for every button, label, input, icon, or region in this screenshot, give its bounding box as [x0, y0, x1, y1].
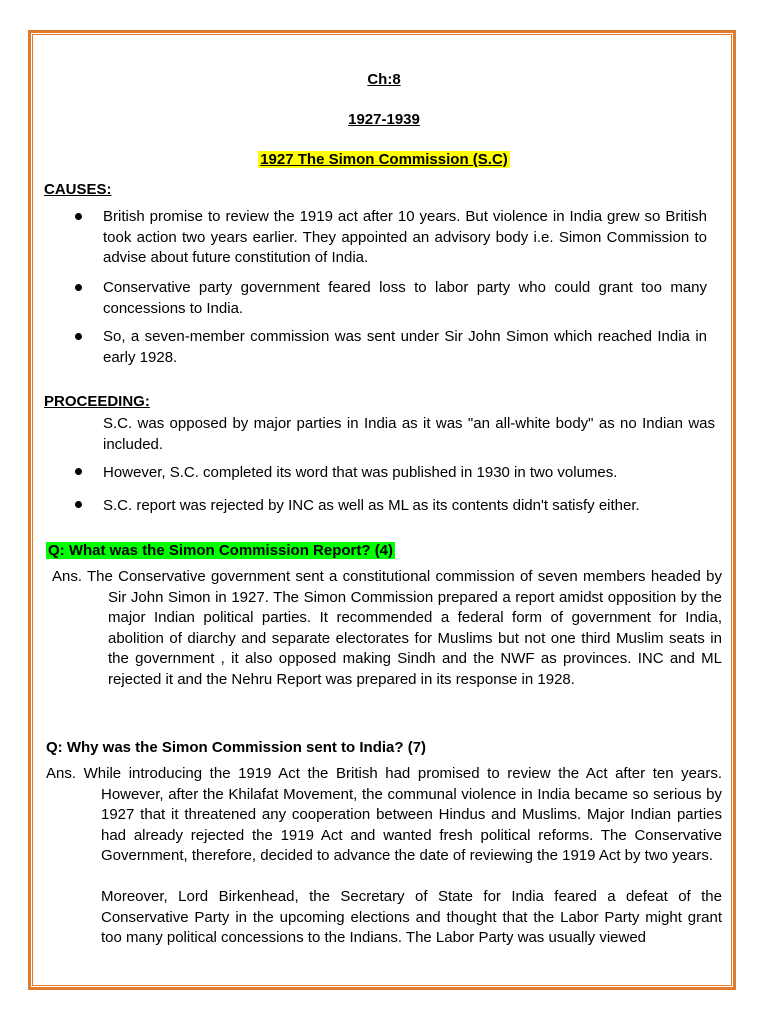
years-title: 1927-1939 [348, 111, 420, 128]
bullet-icon [75, 213, 82, 220]
topic-title: 1927 The Simon Commission (S.C) [260, 151, 508, 168]
question-1: Q: What was the Simon Commission Report? (4) [48, 542, 394, 559]
bullet-icon [75, 501, 82, 508]
question-2: Q: Why was the Simon Commission sent to India? (7) [46, 739, 427, 756]
causes-item-2: Conservative party government feared loss to labor party who could grant too many concessions to India. [103, 279, 707, 317]
proceeding-heading: PROCEEDING: [44, 393, 150, 410]
answer-2-paragraph-2: Moreover, Lord Birkenhead, the Secretary of State for India feared a defeat of the Conservative Party in the upcoming elections and thought that the Labor Party might grant too many political concessions to the Indians. The Labor Party was usually viewed [101, 888, 722, 946]
bullet-icon [75, 333, 82, 340]
bullet-icon [75, 468, 82, 475]
proceeding-item-2: S.C. report was rejected by INC as well as ML as its contents didn't satisfy either. [103, 497, 640, 514]
answer-2-paragraph-1: Ans. While introducing the 1919 Act the British had promised to review the Act after ten years. However, after the Khilafat Movement, the communal violence in India became so serious by 1927 that it threatened any cooperation between Hindus and Muslims. Major Indian parties had already rejected the 1919 Act and wanted fresh political reforms. The Conservative Government, therefore, decided to advance the date of reviewing the 1919 Act by two years. [46, 765, 722, 864]
bullet-icon [75, 284, 82, 291]
causes-heading: CAUSES: [44, 181, 112, 198]
proceeding-item-1: However, S.C. completed its word that was published in 1930 in two volumes. [103, 464, 618, 481]
proceeding-intro: S.C. was opposed by major parties in India as it was "an all-white body" as no Indian was included. [103, 415, 715, 453]
causes-item-1: British promise to review the 1919 act after 10 years. But violence in India grew so British took action two years earlier. They appointed an advisory body i.e. Simon Commission to advise about future constitution of India. [103, 208, 707, 266]
causes-item-3: So, a seven-member commission was sent under Sir John Simon which reached India in early 1928. [103, 328, 707, 366]
chapter-title: Ch:8 [367, 71, 401, 88]
answer-1: Ans. The Conservative government sent a constitutional commission of seven members headed by Sir John Simon in 1927. The Simon Commission prepared a report amidst opposition by the major Indian political parties. It recommended a federal form of government for India, abolition of diarchy and separate electorates for Muslims but not one third Muslim seats in the government , it also opposed making Sindh and the NWF as provinces. INC and ML rejected it and the Nehru Report was prepared in its response in 1928. [52, 568, 722, 688]
